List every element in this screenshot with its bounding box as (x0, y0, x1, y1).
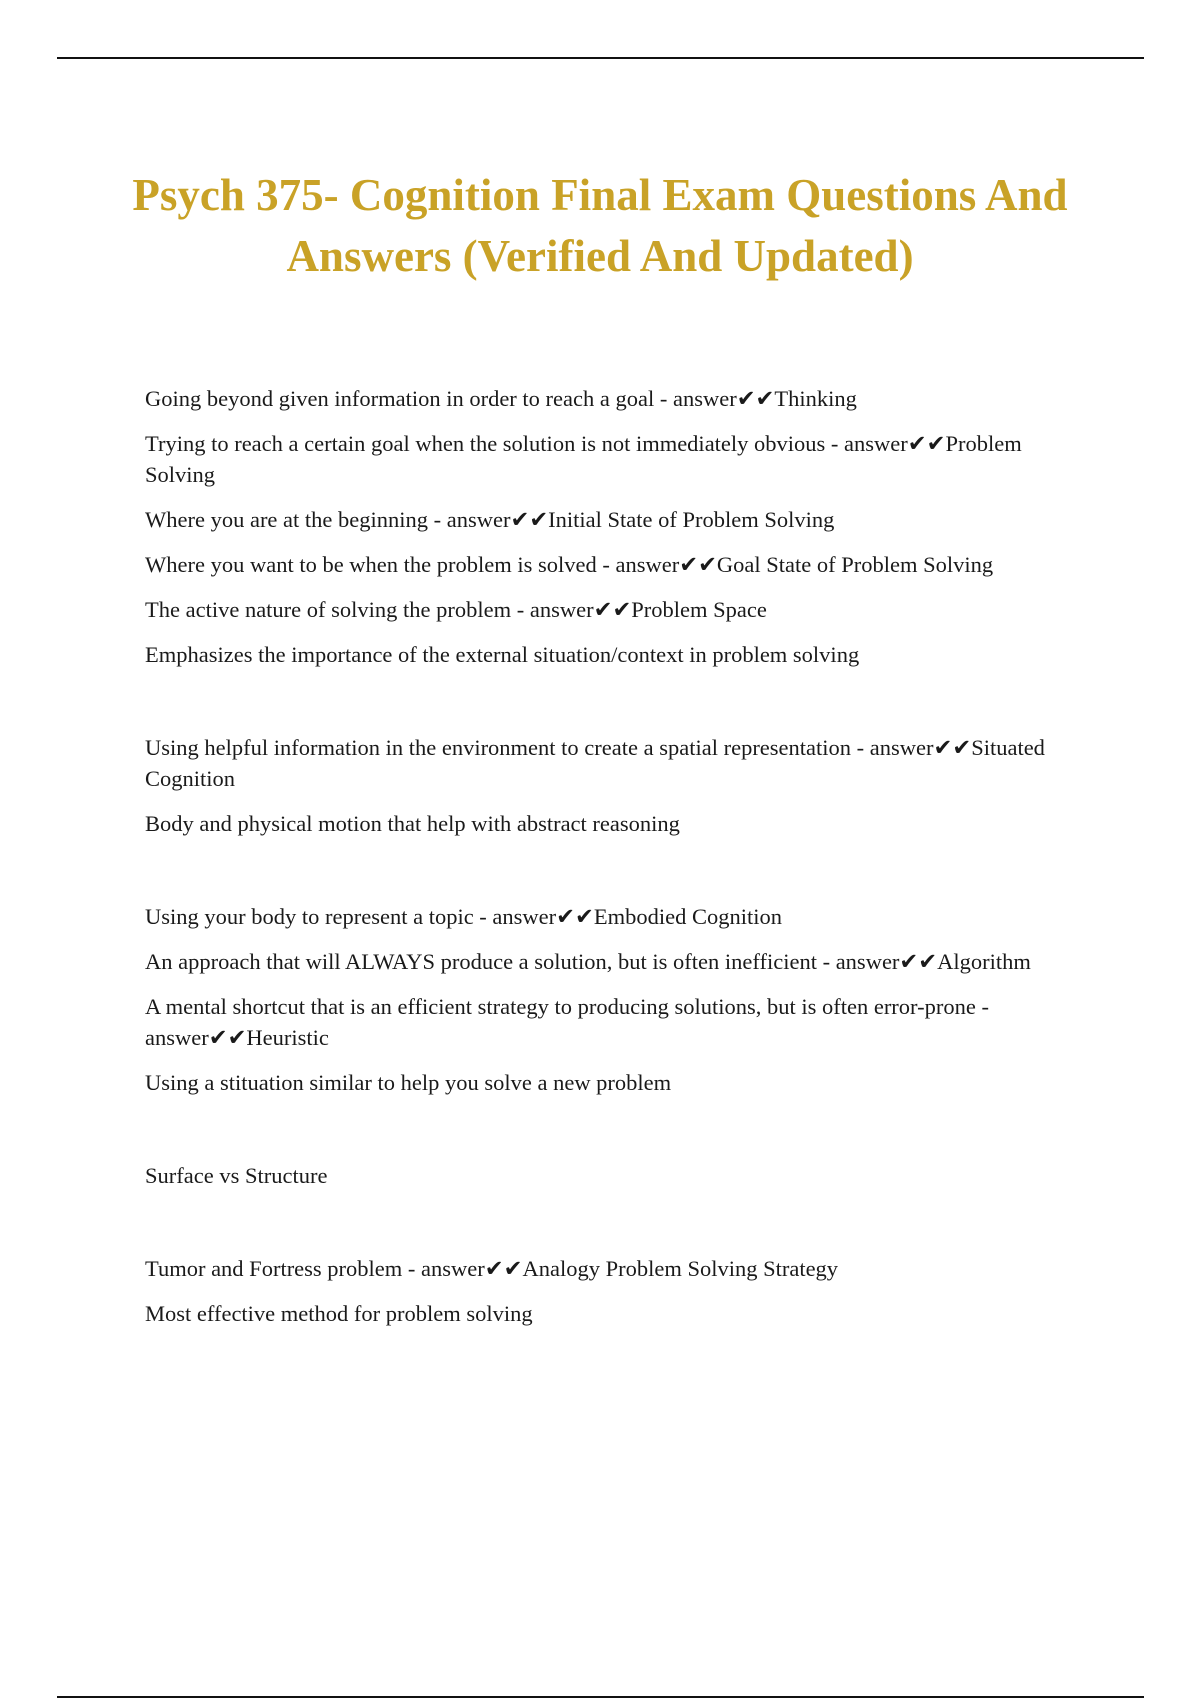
bottom-rule (57, 1696, 1144, 1698)
qa-entry: Where you are at the beginning - answer✔✔Initial State of Problem Solving (145, 507, 835, 532)
qa-entry: Most effective method for problem solving (145, 1301, 533, 1326)
qa-entry: Where you want to be when the problem is solved - answer✔✔Goal State of Problem Solving (145, 552, 994, 577)
qa-entry: Using your body to represent a topic - answer✔✔Embodied Cognition (145, 904, 782, 929)
qa-list (145, 383, 1095, 1343)
qa-entry: Trying to reach a certain goal when the solution is not immediately obvious - answer✔✔Problem Solving (145, 431, 1022, 487)
qa-entry: Using a stituation similar to help you solve a new problem (145, 1070, 672, 1095)
qa-entry: The active nature of solving the problem - answer✔✔Problem Space (145, 597, 767, 622)
top-rule (57, 57, 1144, 59)
qa-entry: A mental shortcut that is an efficient strategy to producing solutions, but is often error-prone - answer✔✔Heuristic (145, 994, 989, 1050)
qa-entry: Using helpful information in the environment to create a spatial representation - answer✔✔Situated Cognition (145, 735, 1045, 791)
qa-entry: Tumor and Fortress problem - answer✔✔Analogy Problem Solving Strategy (145, 1256, 839, 1281)
qa-entry: Going beyond given information in order to reach a goal - answer✔✔Thinking (145, 386, 857, 411)
qa-entry: Surface vs Structure (145, 1163, 328, 1188)
document-title: Psych 375- Cognition Final Exam Questions And Answers (Verified And Updated) (132, 170, 1068, 281)
qa-entry: Emphasizes the importance of the external situation/context in problem solving (145, 642, 860, 667)
qa-entry: Body and physical motion that help with abstract reasoning (145, 811, 680, 836)
qa-entry: An approach that will ALWAYS produce a solution, but is often inefficient - answer✔✔Algorithm (145, 949, 1031, 974)
